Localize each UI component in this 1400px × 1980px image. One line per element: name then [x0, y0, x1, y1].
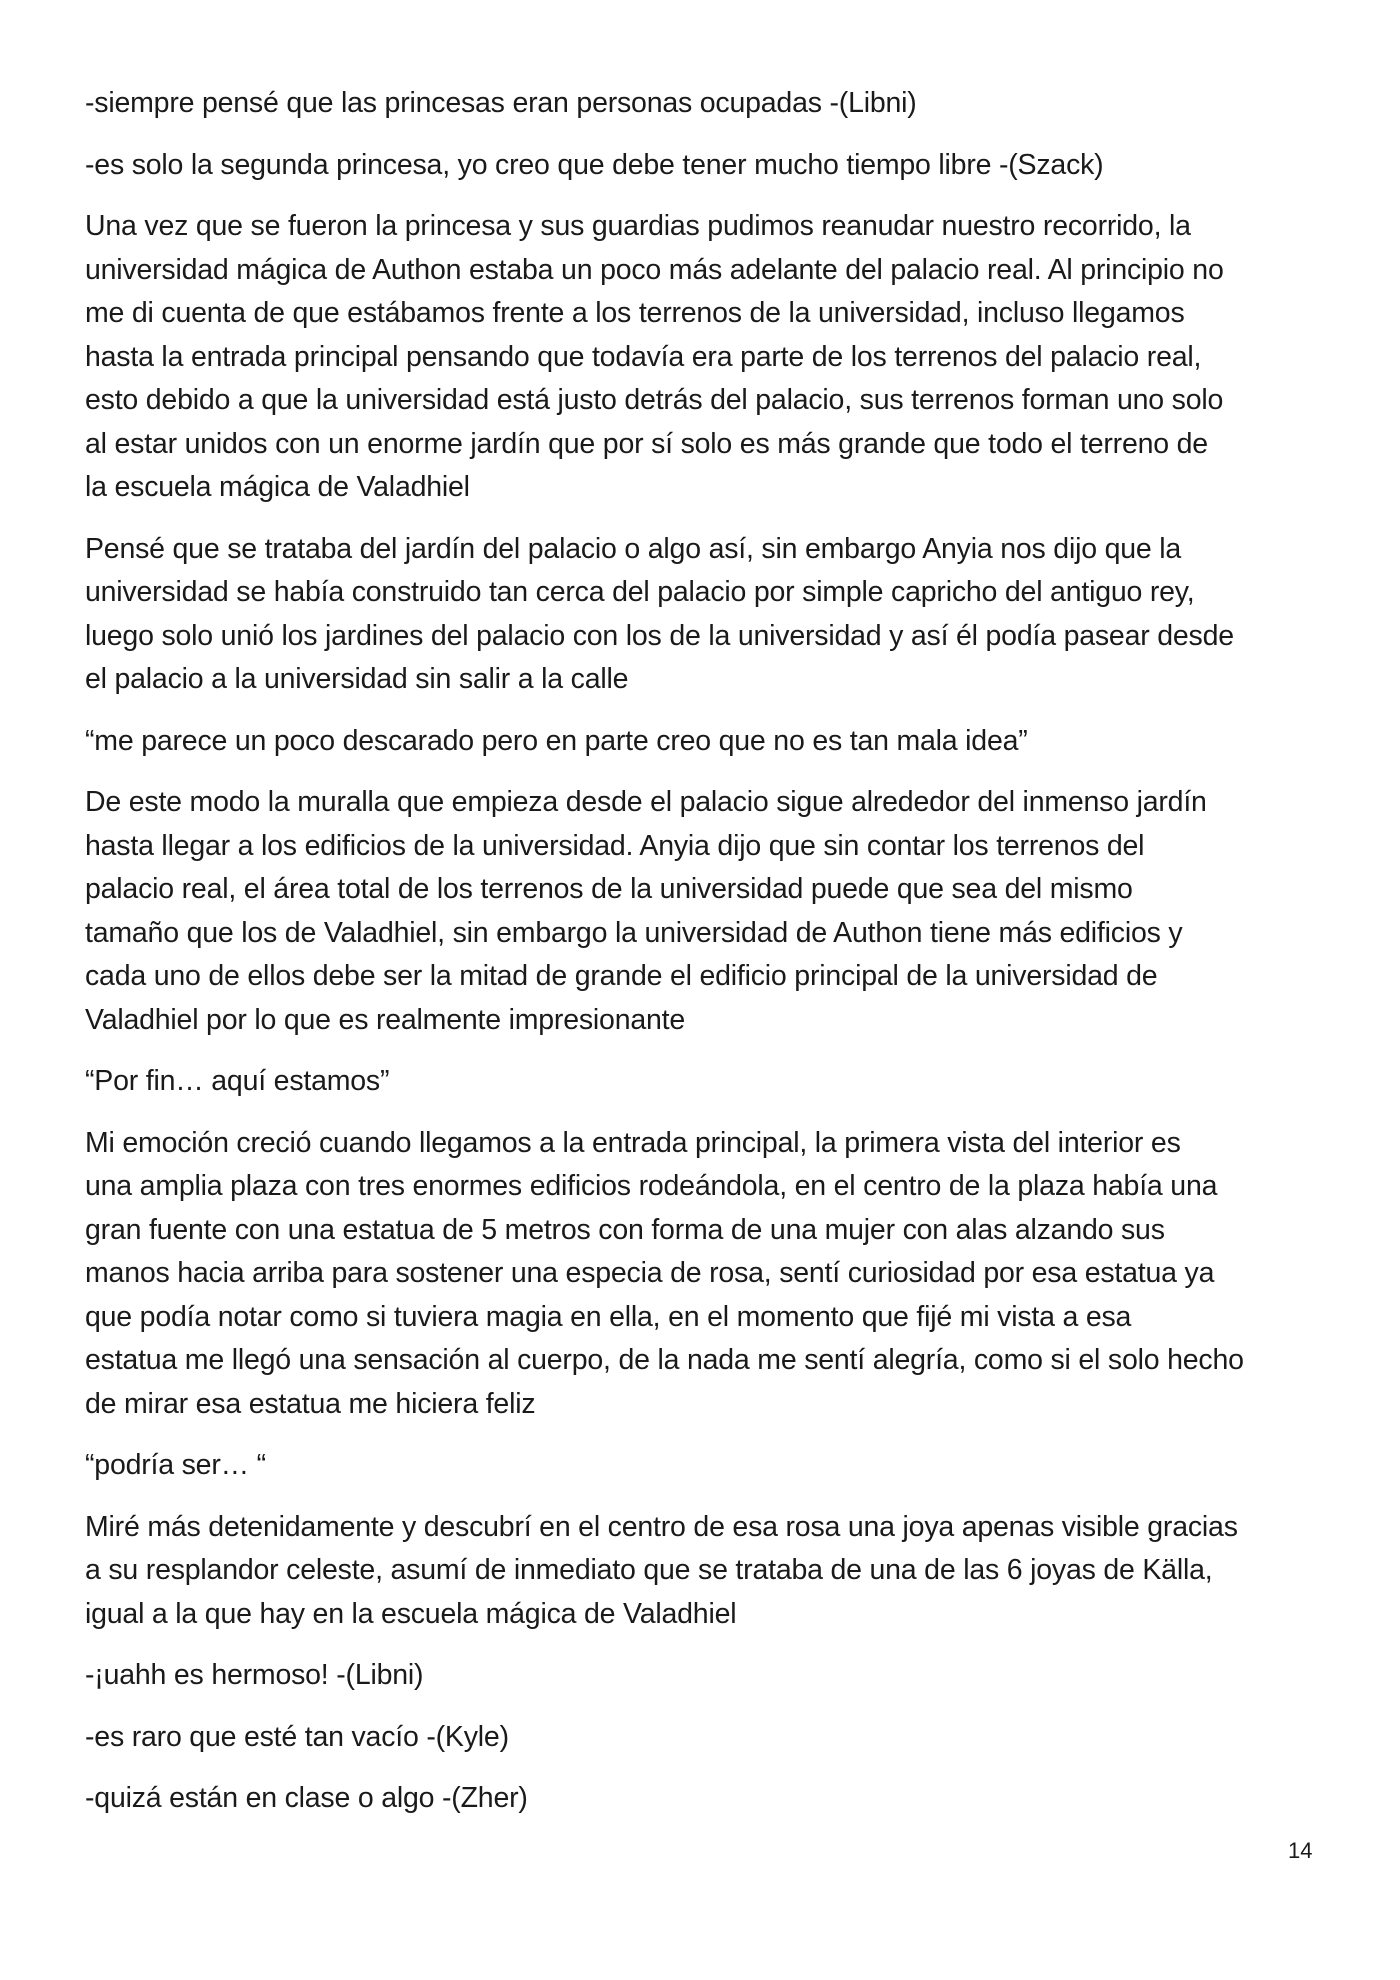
- dialogue-line-szack: -es solo la segunda princesa, yo creo que debe tener mucho tiempo libre -(Szack): [85, 148, 1104, 181]
- page-number: 14: [1288, 1838, 1313, 1863]
- narrative-paragraph: Pensé que se trataba del jardín del palacio o algo así, sin embargo Anyia nos dijo que la universidad se había construido tan cerca del palacio por simple capricho del antiguo rey, luego solo unió los jardines del palacio con los de la universidad y así él podía pasear desde el palacio a la universidad sin salir a la calle: [85, 532, 1234, 695]
- document-page: [85, 82, 1325, 1839]
- narrative-paragraph: Mi emoción creció cuando llegamos a la entrada principal, la primera vista del interior es una amplia plaza con tres enormes edificios rodeándola, en el centro de la plaza había una gran fuente con una estatua de 5 metros con forma de una mujer con alas alzando sus manos hacia arriba para sostener una especia de rosa, sentí curiosidad por esa estatua ya que podía notar como si tuviera magia en ella, en el momento que fijé mi vista a esa estatua me llegó una sensación al cuerpo, de la nada me sentí alegría, como si el solo hecho de mirar esa estatua me hiciera feliz: [85, 1126, 1244, 1420]
- inner-thought-line: “podría ser… “: [85, 1449, 266, 1481]
- inner-thought-line: “Por fin… aquí estamos”: [85, 1065, 390, 1097]
- dialogue-line-libni: -siempre pensé que las princesas eran personas ocupadas -(Libni): [85, 87, 917, 119]
- dialogue-line-kyle: -es raro que esté tan vacío -(Kyle): [85, 1720, 509, 1753]
- inner-thought-line: “me parece un poco descarado pero en parte creo que no es tan mala idea”: [85, 724, 1028, 757]
- narrative-paragraph: Miré más detenidamente y descubrí en el centro de esa rosa una joya apenas visible gracias a su resplandor celeste, asumí de inmediato que se trataba de una de las 6 joyas de Källa, igual a la que hay en la escuela mágica de Valadhiel: [85, 1510, 1238, 1630]
- narrative-paragraph: De este modo la muralla que empieza desde el palacio sigue alrededor del inmenso jardín hasta llegar a los edificios de la universidad. Anyia dijo que sin contar los terrenos del palacio real, el área total de los terrenos de la universidad puede que sea del mismo tamaño que los de Valadhiel, sin embargo la universidad de Authon tiene más edificios y cada uno de ellos debe ser la mitad de grande el edificio principal de la universidad de Valadhiel por lo que es realmente impresionante: [85, 786, 1207, 1036]
- narrative-paragraph: Una vez que se fueron la princesa y sus guardias pudimos reanudar nuestro recorrido, la universidad mágica de Authon estaba un poco más adelante del palacio real. Al principio no me di cuenta de que estábamos frente a los terrenos de la universidad, incluso llegamos hasta la entrada principal pensando que todavía era parte de los terrenos del palacio real, esto debido a que la universidad está justo detrás del palacio, sus terrenos forman uno solo al estar unidos con un enorme jardín que por sí solo es más grande que todo el terreno de la escuela mágica de Valadhiel: [85, 210, 1224, 503]
- dialogue-line-libni: -¡uahh es hermoso! -(Libni): [85, 1659, 424, 1691]
- dialogue-line-zher: -quizá están en clase o algo -(Zher): [85, 1782, 528, 1814]
